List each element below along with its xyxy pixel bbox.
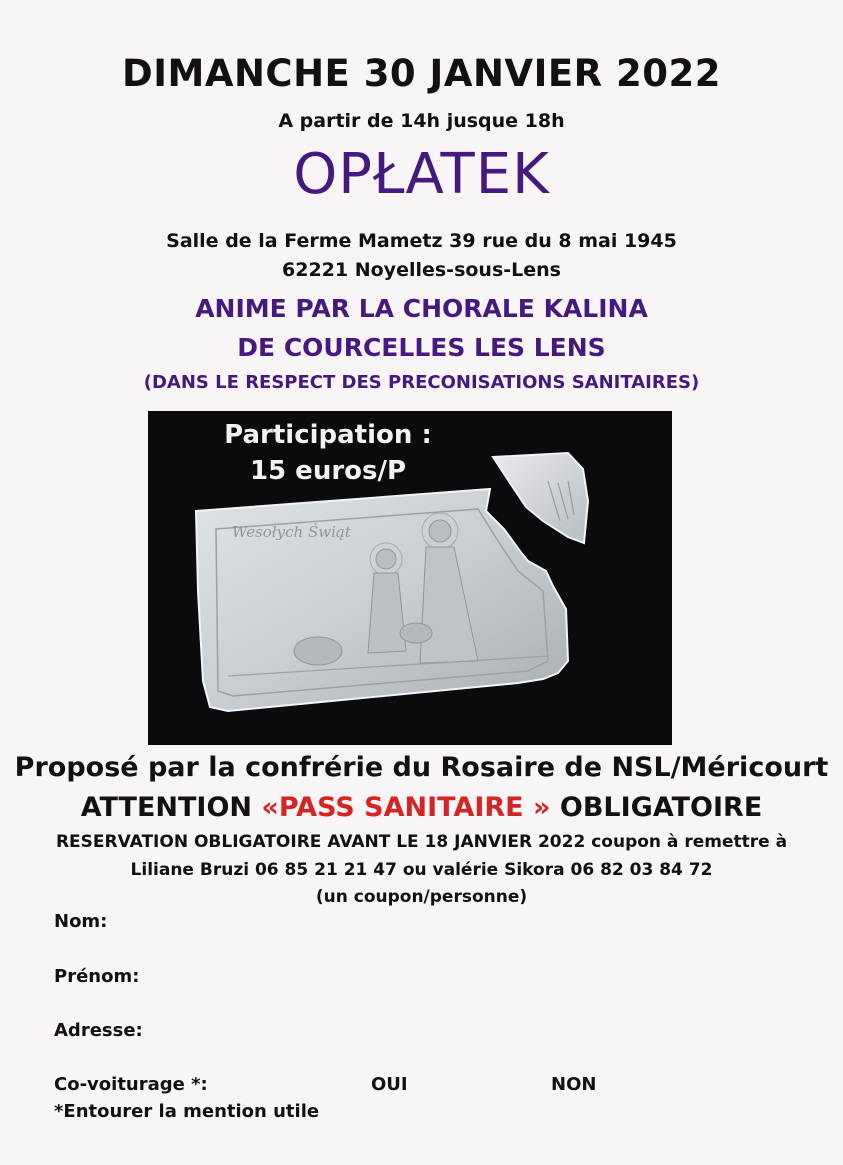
pass-warning xyxy=(0,792,843,823)
form-option-non: NON xyxy=(551,1074,597,1095)
form-nom-label: Nom: xyxy=(54,911,108,932)
attention-suffix: OBLIGATOIRE xyxy=(550,792,763,823)
attention-prefix: ATTENTION xyxy=(80,792,262,823)
engraved-greeting: Wesołych Świąt xyxy=(232,523,351,541)
choir-line-2: DE COURCELLES LES LENS xyxy=(237,333,606,362)
form-adresse-label: Adresse: xyxy=(54,1020,143,1041)
oplatek-photo xyxy=(148,411,672,745)
reservation-line-1: RESERVATION OBLIGATOIRE AVANT LE 18 JANVIER 2022 coupon à remettre à xyxy=(55,832,788,852)
participation-box xyxy=(208,417,448,489)
sheep-right xyxy=(400,623,432,643)
figure-child-head xyxy=(376,549,396,569)
venue-city-line: 62221 Noyelles-sous-Lens xyxy=(282,259,561,281)
venue-address-line: Salle de la Ferme Mametz 39 rue du 8 mai 1945 xyxy=(166,230,677,252)
form-footnote: *Entourer la mention utile xyxy=(54,1101,320,1122)
reservation-coupon-note: (un coupon/personne) xyxy=(315,887,528,907)
pass-sanitaire: «PASS SANITAIRE » xyxy=(261,792,551,823)
figure-mother-head xyxy=(429,520,451,542)
form-option-oui: OUI xyxy=(371,1074,408,1095)
form-prenom-label: Prénom: xyxy=(54,966,140,987)
sheep-left xyxy=(294,637,342,665)
event-title: OPŁATEK xyxy=(293,142,550,207)
event-date: DIMANCHE 30 JANVIER 2022 xyxy=(122,52,721,95)
form-covoiturage-label: Co-voiturage *: xyxy=(54,1074,208,1095)
participation-label: Participation : xyxy=(224,420,432,450)
organizer-line: Proposé par la confrérie du Rosaire de NSL/Méricourt xyxy=(14,752,829,783)
sanitary-note: (DANS LE RESPECT DES PRECONISATIONS SANITAIRES) xyxy=(143,372,700,393)
participation-price: 15 euros/P xyxy=(249,456,407,486)
event-hours: A partir de 14h jusque 18h xyxy=(278,110,565,132)
wafer-chip xyxy=(493,453,588,543)
reservation-contacts: Liliane Bruzi 06 85 21 21 47 ou valérie Sikora 06 82 03 84 72 xyxy=(130,860,713,880)
choir-line-1: ANIME PAR LA CHORALE KALINA xyxy=(195,294,648,323)
